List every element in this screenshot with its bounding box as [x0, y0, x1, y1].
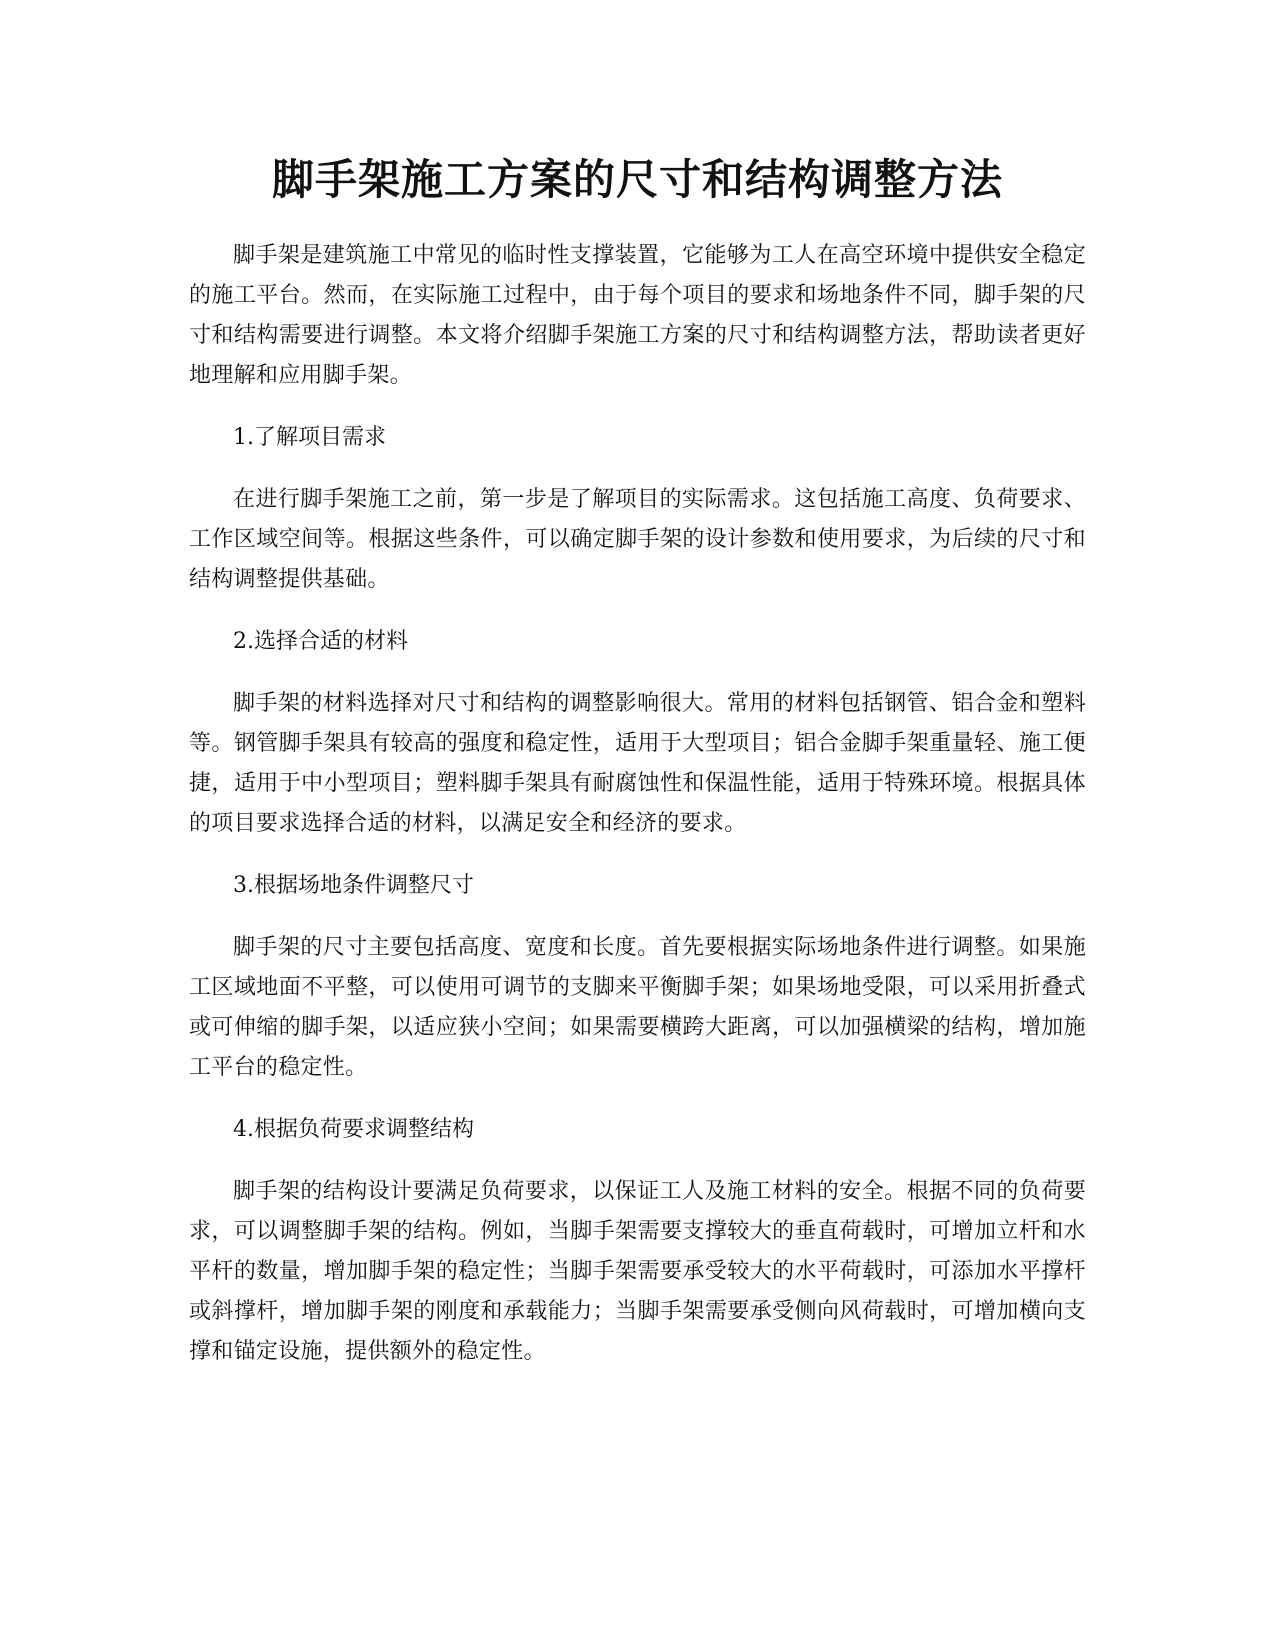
section-body-4: 脚手架的结构设计要满足负荷要求，以保证工人及施工材料的安全。根据不同的负荷要求，可以调整脚手架的结构。例如，当脚手架需要支撑较大的垂直荷载时，可增加立杆和水平杆的数量，增加脚手架的稳定性；当脚手架需要承受较大的水平荷载时，可添加水平撑杆或斜撑杆，增加脚手架的刚度和承载能力；当脚手架需要承受侧向风荷载时，可增加横向支撑和锚定设施，提供额外的稳定性。	[189, 1179, 1086, 1364]
section-body-1: 在进行脚手架施工之前，第一步是了解项目的实际需求。这包括施工高度、负荷要求、工作区域空间等。根据这些条件，可以确定脚手架的设计参数和使用要求，为后续的尺寸和结构调整提供基础。	[189, 487, 1086, 592]
page-title: 脚手架施工方案的尺寸和结构调整方法	[271, 155, 1003, 204]
section-body-3: 脚手架的尺寸主要包括高度、宽度和长度。首先要根据实际场地条件进行调整。如果施工区域地面不平整，可以使用可调节的支脚来平衡脚手架；如果场地受限，可以采用折叠式或可伸缩的脚手架，以适应狭小空间；如果需要横跨大距离，可以加强横梁的结构，增加施工平台的稳定性。	[189, 935, 1086, 1080]
section-heading-3: 3.根据场地条件调整尺寸	[233, 873, 474, 898]
document-body	[189, 236, 1086, 1394]
section-heading-1: 1.了解项目需求	[233, 425, 386, 450]
section-heading-2: 2.选择合适的材料	[233, 629, 408, 654]
section-body-2: 脚手架的材料选择对尺寸和结构的调整影响很大。常用的材料包括钢管、铝合金和塑料等。钢管脚手架具有较高的强度和稳定性，适用于大型项目；铝合金脚手架重量轻、施工便捷，适用于中小型项目；塑料脚手架具有耐腐蚀性和保温性能，适用于特殊环境。根据具体的项目要求选择合适的材料，以满足安全和经济的要求。	[189, 691, 1086, 836]
section-heading-4: 4.根据负荷要求调整结构	[233, 1117, 474, 1142]
intro-paragraph: 脚手架是建筑施工中常见的临时性支撑装置，它能够为工人在高空环境中提供安全稳定的施工平台。然而，在实际施工过程中，由于每个项目的要求和场地条件不同，脚手架的尺寸和结构需要进行调整。本文将介绍脚手架施工方案的尺寸和结构调整方法，帮助读者更好地理解和应用脚手架。	[189, 243, 1086, 388]
